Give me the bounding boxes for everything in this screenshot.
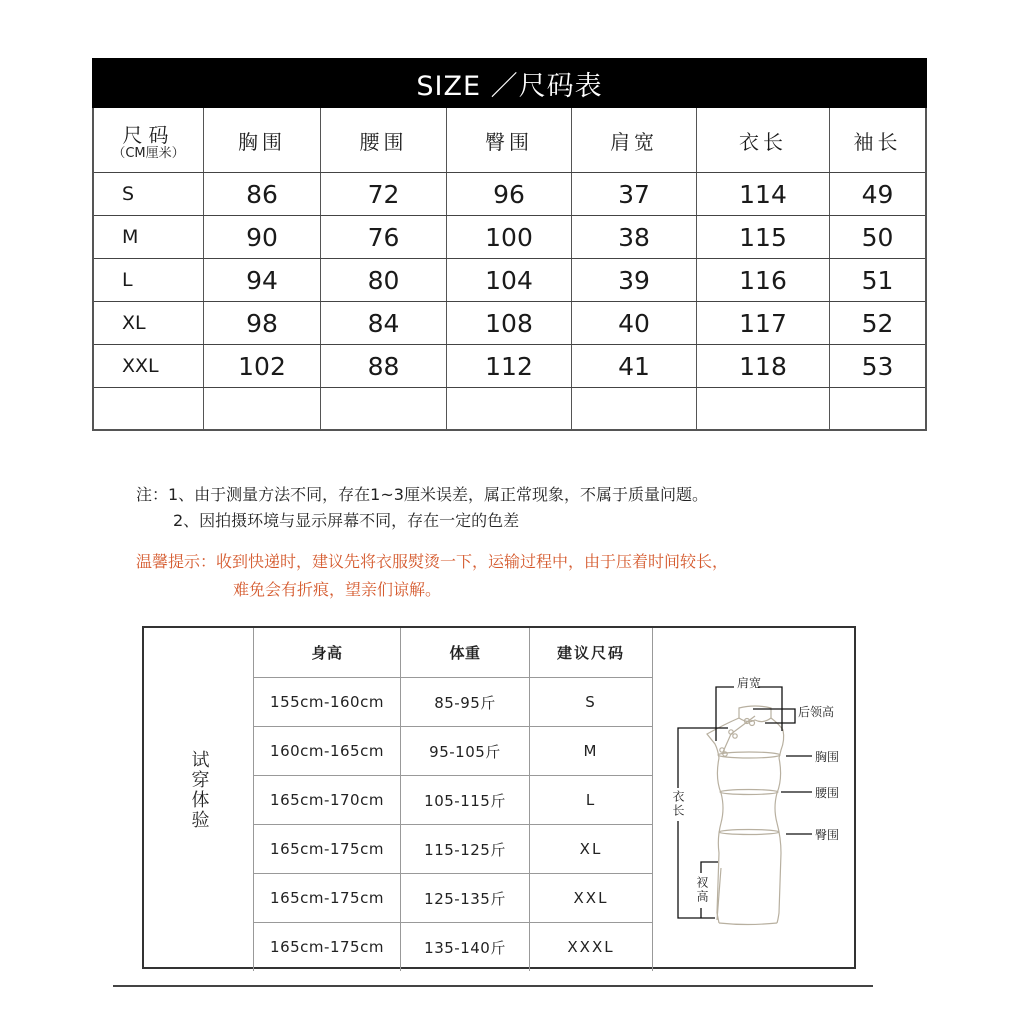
cell-size: S <box>529 678 653 726</box>
tip-line-1: 温馨提示：收到快递时，建议先将衣服熨烫一下，运输过程中，由于压着时间较长， <box>136 552 729 571</box>
cell-shoulder: 38 <box>571 216 696 258</box>
cell-size: XXXL <box>529 923 653 971</box>
cell-hip: 96 <box>446 173 571 215</box>
table-row-empty <box>94 387 925 429</box>
cell-size: XL <box>122 312 146 334</box>
warm-tip <box>136 548 728 604</box>
size-chart-header-row <box>94 108 925 172</box>
cell-sleeve: 49 <box>829 173 925 215</box>
size-chart-title: SIZE ／尺码表 <box>92 58 927 108</box>
fitting-label-cell <box>144 628 253 967</box>
bottom-divider <box>113 985 873 987</box>
label-chest: 胸围 <box>815 750 840 764</box>
cell-length: 115 <box>696 216 829 258</box>
cell-size: XL <box>529 825 653 873</box>
label-slit-height: 衩高 <box>695 876 709 904</box>
cell-hip: 112 <box>446 345 571 387</box>
header-waist: 腰围 <box>320 108 446 172</box>
measurement-notes <box>136 482 708 534</box>
header-size-label: 尺码 <box>122 123 175 147</box>
cell-length: 118 <box>696 345 829 387</box>
cell-length: 114 <box>696 173 829 215</box>
cell-size: XXL <box>122 355 159 377</box>
header-size <box>94 108 203 172</box>
cell-hip: 100 <box>446 216 571 258</box>
cell-weight: 85-95斤 <box>400 678 529 726</box>
cell-empty <box>320 388 446 429</box>
label-hip: 臀围 <box>815 828 840 842</box>
cell-chest: 90 <box>203 216 320 258</box>
note-line-1: 注：1、由于测量方法不同，存在1~3厘米误差，属正常现象，不属于质量问题。 <box>136 485 708 504</box>
fitting-row <box>253 776 653 825</box>
cell-hip: 108 <box>446 302 571 344</box>
table-row <box>94 301 925 344</box>
cell-chest: 86 <box>203 173 320 215</box>
cell-chest: 98 <box>203 302 320 344</box>
cell-height: 165cm-175cm <box>253 923 400 971</box>
cell-weight: 135-140斤 <box>400 923 529 971</box>
cell-size: M <box>122 226 139 248</box>
fitting-row <box>253 678 653 727</box>
table-row <box>94 172 925 215</box>
fitting-row <box>253 874 653 923</box>
header-weight: 体重 <box>400 628 529 677</box>
cell-weight: 105-115斤 <box>400 776 529 824</box>
header-suggested-size: 建议尺码 <box>529 628 653 677</box>
header-chest: 胸围 <box>203 108 320 172</box>
cell-waist: 76 <box>320 216 446 258</box>
cell-shoulder: 41 <box>571 345 696 387</box>
cell-sleeve: 50 <box>829 216 925 258</box>
cell-empty <box>94 388 203 429</box>
fitting-label: 试穿体验 <box>188 749 210 830</box>
size-chart-grid <box>92 108 927 431</box>
cell-height: 165cm-175cm <box>253 874 400 922</box>
cell-length: 116 <box>696 259 829 301</box>
label-length: 衣长 <box>671 790 685 818</box>
dress-measurement-diagram <box>655 628 854 967</box>
fitting-row <box>253 923 653 971</box>
cell-height: 155cm-160cm <box>253 678 400 726</box>
cell-hip: 104 <box>446 259 571 301</box>
cell-chest: 102 <box>203 345 320 387</box>
cell-size: M <box>529 727 653 775</box>
cell-shoulder: 40 <box>571 302 696 344</box>
cell-empty <box>829 388 925 429</box>
cell-waist: 84 <box>320 302 446 344</box>
cell-size: L <box>122 269 133 291</box>
header-sleeve: 袖长 <box>829 108 925 172</box>
cell-size: S <box>122 183 135 205</box>
cell-length: 117 <box>696 302 829 344</box>
tip-line-2: 难免会有折痕，望亲们谅解。 <box>233 580 442 599</box>
table-row <box>94 344 925 387</box>
cell-waist: 72 <box>320 173 446 215</box>
cell-empty <box>203 388 320 429</box>
header-length: 衣长 <box>696 108 829 172</box>
cell-shoulder: 39 <box>571 259 696 301</box>
label-waist: 腰围 <box>815 786 840 800</box>
label-collar-height: 后领高 <box>798 705 835 719</box>
cell-waist: 80 <box>320 259 446 301</box>
cell-empty <box>696 388 829 429</box>
label-shoulder: 肩宽 <box>737 676 762 690</box>
cell-empty <box>571 388 696 429</box>
header-hip: 臀围 <box>446 108 571 172</box>
table-row <box>94 258 925 301</box>
size-chart-table <box>92 58 927 431</box>
cell-height: 165cm-175cm <box>253 825 400 873</box>
cell-height: 165cm-170cm <box>253 776 400 824</box>
cell-size: XXL <box>529 874 653 922</box>
fitting-header-row <box>253 628 653 678</box>
fitting-row <box>253 825 653 874</box>
cell-waist: 88 <box>320 345 446 387</box>
header-height: 身高 <box>253 628 400 677</box>
fitting-grid <box>253 628 653 971</box>
cell-sleeve: 51 <box>829 259 925 301</box>
cell-weight: 95-105斤 <box>400 727 529 775</box>
cell-empty <box>446 388 571 429</box>
cell-sleeve: 53 <box>829 345 925 387</box>
cell-sleeve: 52 <box>829 302 925 344</box>
cell-chest: 94 <box>203 259 320 301</box>
header-size-unit: （CM厘米） <box>112 146 185 161</box>
fitting-table <box>142 626 856 969</box>
header-shoulder: 肩宽 <box>571 108 696 172</box>
note-line-2: 2、因拍摄环境与显示屏幕不同，存在一定的色差 <box>173 511 520 530</box>
cell-weight: 115-125斤 <box>400 825 529 873</box>
table-row <box>94 215 925 258</box>
cell-height: 160cm-165cm <box>253 727 400 775</box>
cell-weight: 125-135斤 <box>400 874 529 922</box>
cell-shoulder: 37 <box>571 173 696 215</box>
fitting-row <box>253 727 653 776</box>
cell-size: L <box>529 776 653 824</box>
